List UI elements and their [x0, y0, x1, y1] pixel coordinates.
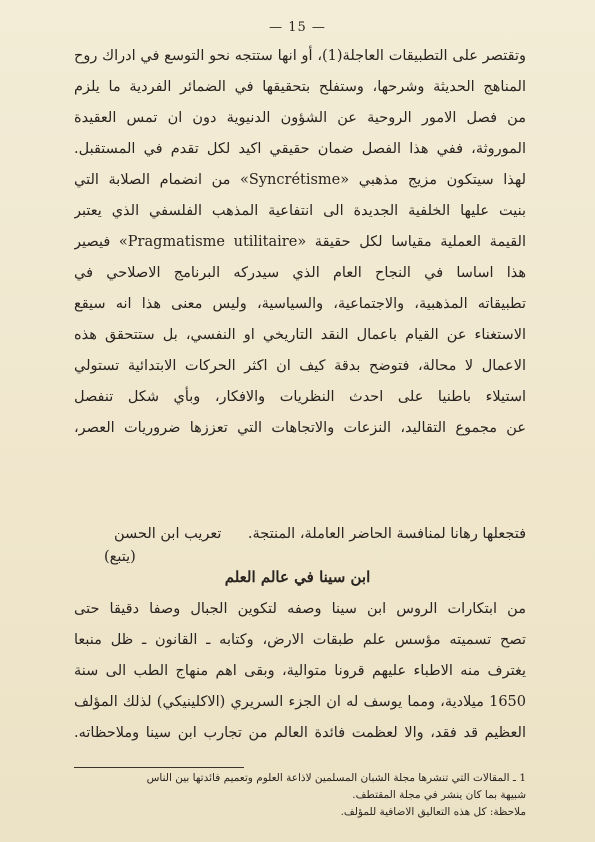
text-line: القيمة العملية مقياسا لكل حقيقة «Pragmatisme utilitaire» فيصير [74, 234, 526, 250]
text-line: 1650 ميلادية، ومما يوسف له ان الجزء السريري (الاكلينيكي) لذلك المؤلف [74, 694, 526, 710]
text-line: من فصل الامور الروحية عن الشؤون الدنيوية دون ان تمس العقيدة [74, 110, 526, 126]
section-heading: ابن سينا في عالم العلم [224, 568, 371, 586]
paragraph-1 [74, 41, 526, 444]
text-line: عن مجموع التقاليد، النزعات والاتجاهات التي تعززها ضروريات العصر، [74, 420, 526, 436]
footnotes [74, 770, 526, 821]
text-line: وتقتصر على التطبيقات العاجلة(1)، أو انها ستتجه نحو التوسع في ادراك روح [74, 48, 526, 64]
footnote-line: شبيهة بما كان ينشر في مجلة المقتطف. [352, 789, 526, 801]
text-line: استيلاء باطنيا على احدث النظريات والافكار، وبأي شكل تنفصل [74, 389, 526, 405]
text-line: تطبيقاته المذهبية، والاجتماعية، والسياسية، وليس معنى هذا انه سيقع [74, 296, 526, 312]
footnote-divider [74, 767, 244, 768]
text-line: هذا اساسا في النجاح العام الذي سيدركه البرنامج الاصلاحي في [74, 265, 526, 281]
footnote-line: 1 ـ المقالات التي تنشرها مجلة الشبان المسلمين لاذاعة العلوم وتعميم فائدتها بين الناس [146, 772, 526, 784]
text-line: تصح تسميته مؤسس علم طبقات الارض، وكتابه ـ القانون ـ ظل منبعا [74, 632, 526, 648]
text-line: بنيت عليها الخلفية الجديدة الى انتفاعية المذهب الفلسفي الذي يعتبر [74, 203, 526, 219]
paragraph-2 [74, 594, 526, 749]
text-line: الاستغناء عن القيام باعمال النقد التاريخي او النفسي، بل ستتحقق هذه [74, 327, 526, 343]
text-line: المناهج الحديثة وشرحها، وستفلح بتحقيقها في الضمائر الفردية ما يلزم [74, 79, 526, 95]
text-line: لهذا سيتكون مزيج مذهبي «Syncrétisme» من انضمام الصلابة التي [74, 172, 526, 188]
translator-signature: تعريب ابن الحسن [114, 526, 222, 542]
text-line: يغترف منه الاطباء عليهم قرونا متوالية، وبقى اهم منهاج الطب الى سنة [74, 663, 526, 679]
page-number: — 15 — [269, 20, 326, 35]
footnote-line: ملاحظة: كل هذه التعاليق الاضافية للمؤلف. [340, 806, 526, 818]
continued-marker: (يتبع) [104, 549, 136, 565]
closing-line [74, 519, 526, 550]
text-line: الاعمال لا محالة، فتوضح بدقة كيف ان اكثر الحركات الابتدائية تستولي [74, 358, 526, 374]
text-line: من ابتكارات الروس ابن سينا وصفه لتكوين الجبال وصفا دقيقا حتى [74, 601, 526, 617]
last-line: فتجعلها رهانا لمنافسة الحاضر العاملة، المنتجة. [247, 526, 526, 542]
text-line: العظيم قد فقد، والا لعظمت فائدة العالم من تجارب ابن سينا وملاحظاته. [74, 725, 526, 741]
text-line: الموروثة، ففي هذا الفصل ضمان حقيقي اكيد لكل تقدم في المستقبل. [74, 141, 526, 157]
